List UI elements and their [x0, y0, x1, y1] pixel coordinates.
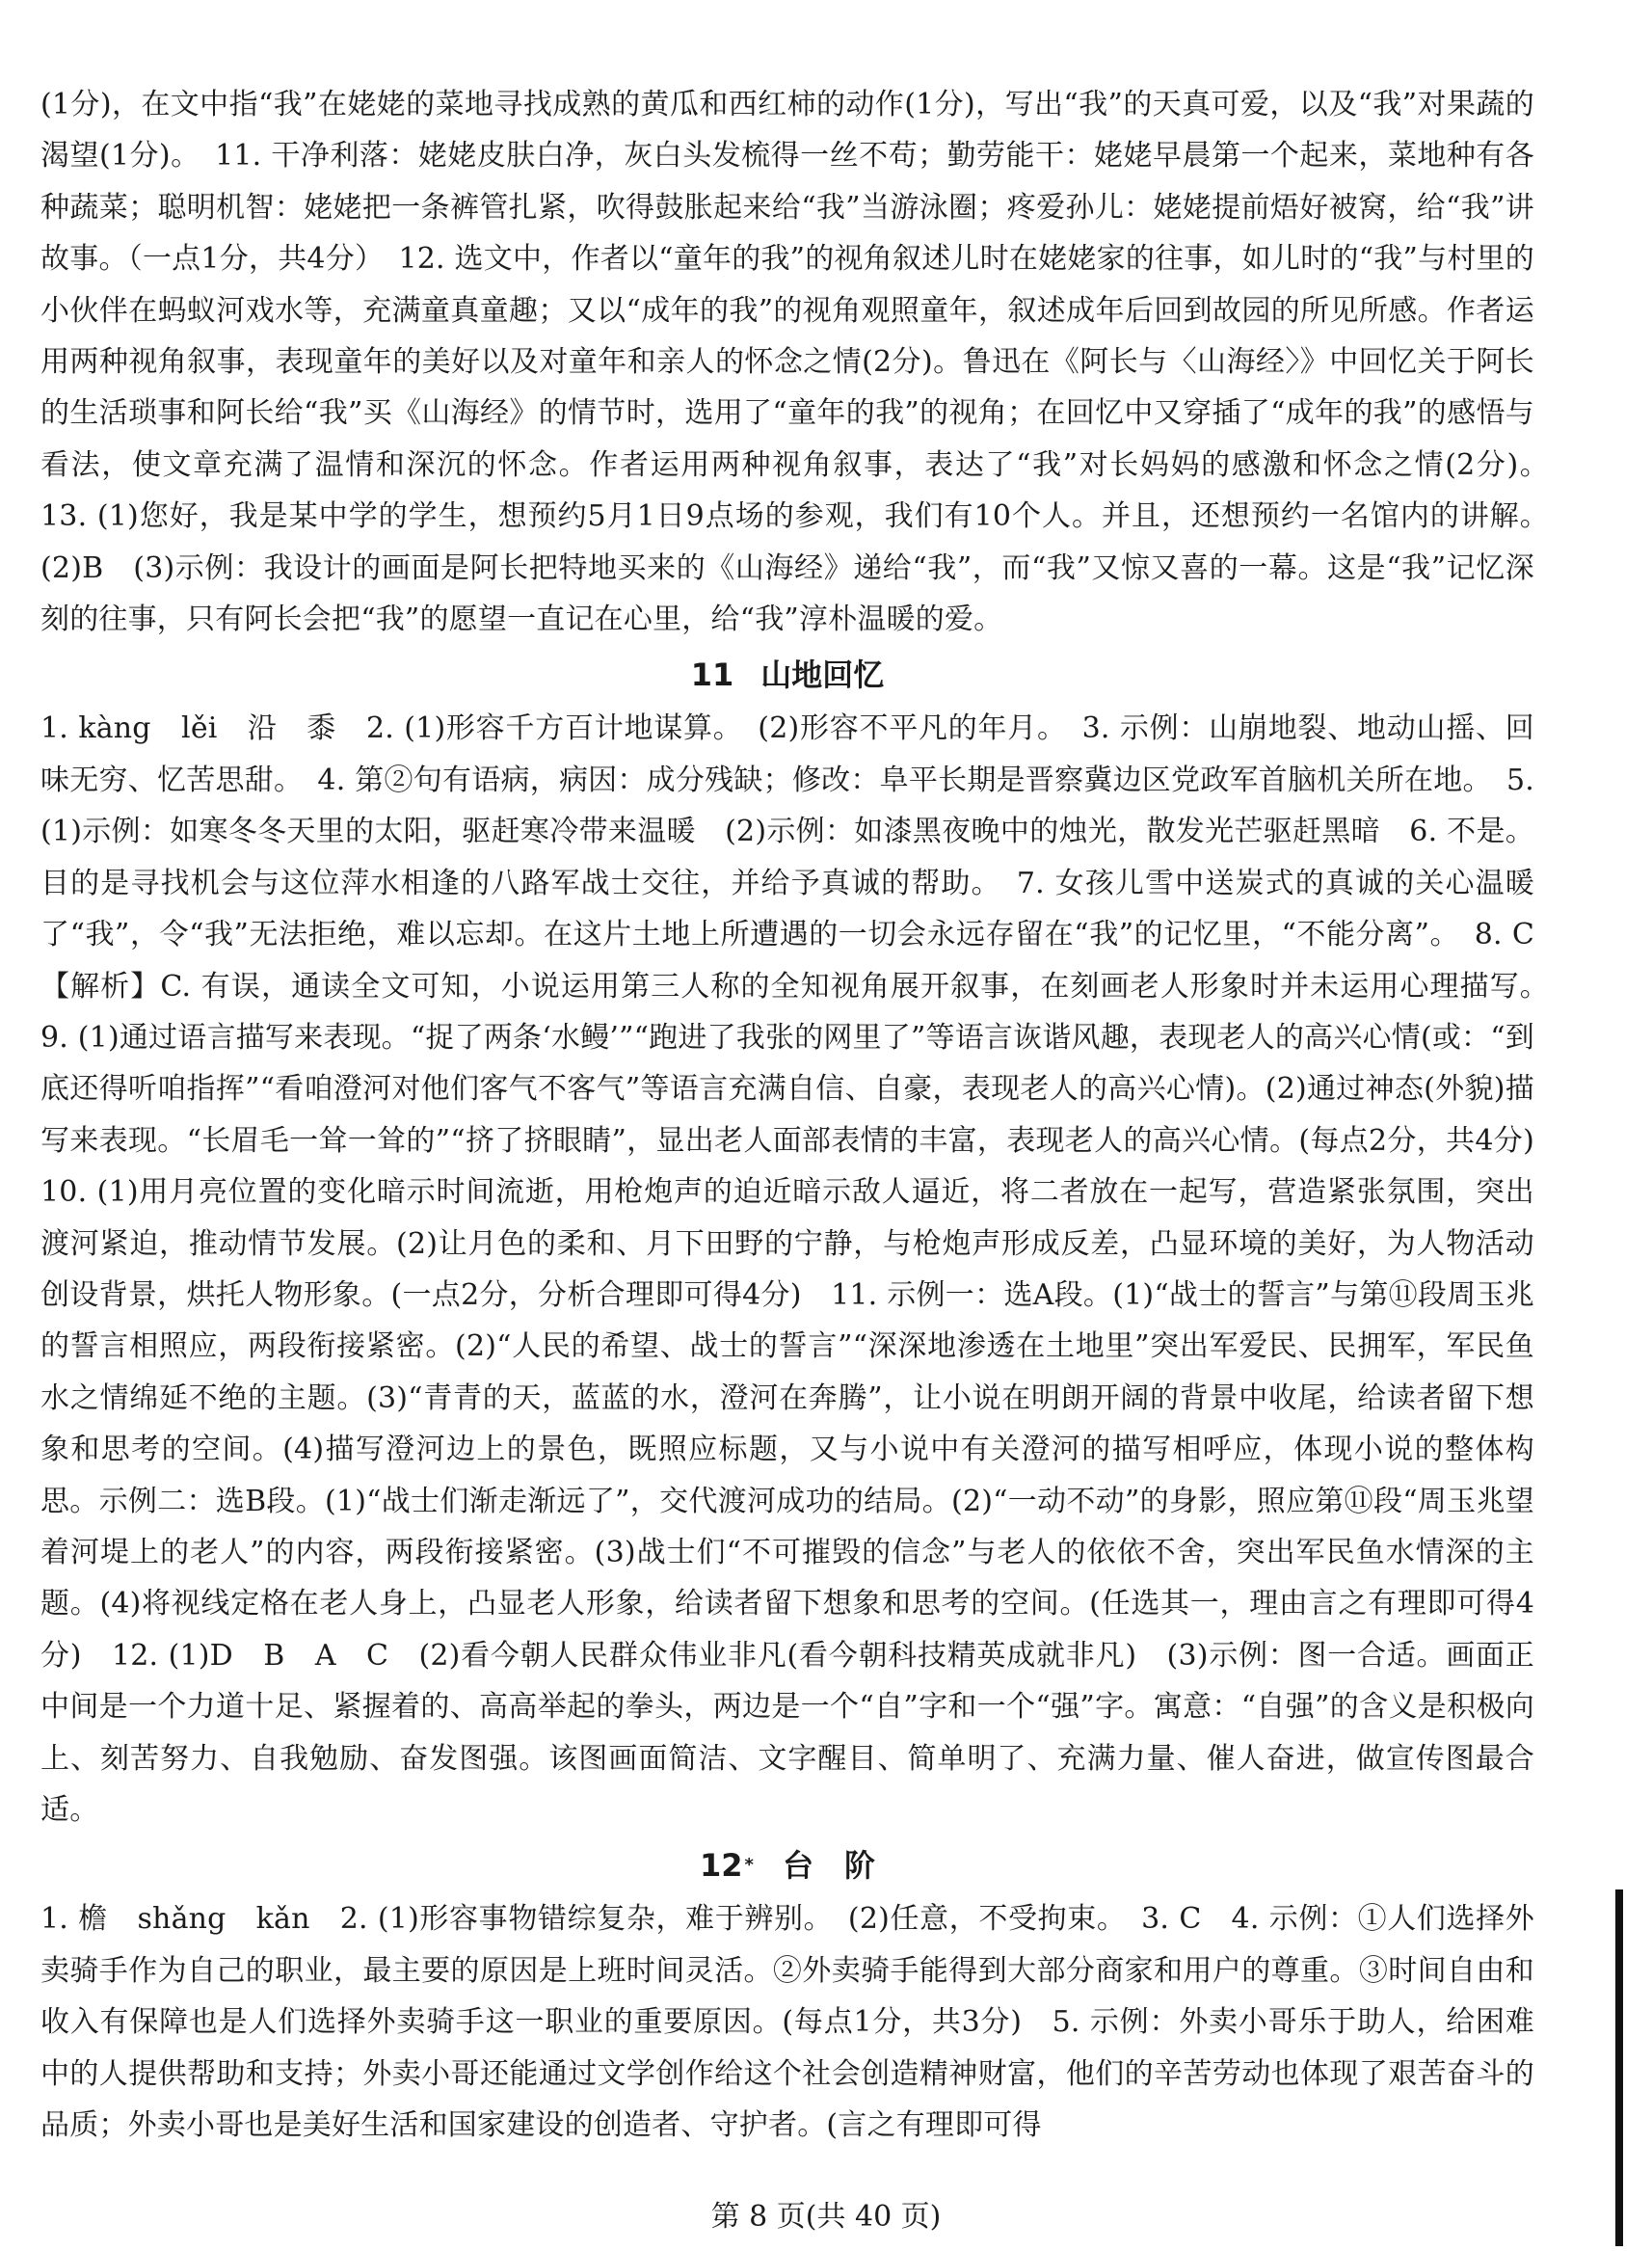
answer-page	[40, 79, 1564, 2151]
section-number: 11	[690, 657, 734, 694]
answer-paragraph-lesson-12: 1. 檐 shǎng kǎn 2. (1)形容事物错综复杂，难于辨别。 (2)任意，不受拘束。 3. C 4. 示例：①人们选择外卖骑手作为自己的职业，最主要的原因是上班时间灵活。②外卖骑手能得到大部分商家和用户的尊重。③时间自由和收入有保障也是人们选择外卖骑手这一职业的重要原因。(每点1分，共3分) 5. 示例：外卖小哥乐于助人，给困难中的人提供帮助和支持；外卖小哥还能通过文学创作给这个社会创造精神财富，他们的辛苦劳动也体现了艰苦奋斗的品质；外卖小哥也是美好生活和国家建设的创造者、守护者。(言之有理即可得	[40, 1902, 1534, 2143]
page-footer: 第 8 页(共 40 页)	[710, 2200, 942, 2234]
section-title-11	[40, 651, 1534, 699]
section-optional-mark: *	[744, 1855, 754, 1876]
answer-paragraph-lesson-11: 1. kàng lěi 沿 黍 2. (1)形容千方百计地谋算。 (2)形容不平凡的年月。 3. 示例：山崩地裂、地动山摇、回味无穷、忆苦思甜。 4. 第②句有语病，病因：成分残缺；修改：阜平长期是晋察冀边区党政军首脑机关所在地。 5. (1)示例：如寒冬冬天里的太阳，驱赶寒冷带来温暖 (2)示例：如漆黑夜晚中的烛光，散发光芒驱赶黑暗 6. 不是。目的是寻找机会与这位萍水相逢的八路军战士交往，并给予真诚的帮助。 7. 女孩儿雪中送炭式的真诚的关心温暖了“我”，令“我”无法拒绝，难以忘却。在这片土地上所遭遇的一切会永远存留在“我”的记忆里，“不能分离”。 8. C 【解析】C. 有误，通读全文可知，小说运用第三人称的全知视角展开叙事，在刻画老人形象时并未运用心理描写。 9. (1)通过语言描写来表现。“捉了两条‘水鳗’”“跑进了我张的网里了”等语言诙谐风趣，表现老人的高兴心情(或：“到底还得听咱指挥”“看咱澄河对他们客气不客气”等语言充满自信、自豪，表现老人的高兴心情)。(2)通过神态(外貌)描写来表现。“长眉毛一耸一耸的”“挤了挤眼睛”，显出老人面部表情的丰富，表现老人的高兴心情。(每点2分，共4分) 10. (1)用月亮位置的变化暗示时间流逝，用枪炮声的迫近暗示敌人逼近，将二者放在一起写，营造紧张氛围，突出渡河紧迫，推动情节发展。(2)让月色的柔和、月下田野的宁静，与枪炮声形成反差，凸显环境的美好，为人物活动创设背景，烘托人物形象。(一点2分，分析合理即可得4分) 11. 示例一：选A段。(1)“战士的誓言”与第⑪段周玉兆的誓言相照应，两段衔接紧密。(2)“人民的希望、战士的誓言”“深深地渗透在土地里”突出军爱民、民拥军，军民鱼水之情绵延不绝的主题。(3)“青青的天，蓝蓝的水，澄河在奔腾”，让小说在明朗开阔的背景中收尾，给读者留下想象和思考的空间。(4)描写澄河边上的景色，既照应标题，又与小说中有关澄河的描写相呼应，体现小说的整体构思。示例二：选B段。(1)“战士们渐走渐远了”，交代渡河成功的结局。(2)“一动不动”的身影，照应第⑪段“周玉兆望着河堤上的老人”的内容，两段衔接紧密。(3)战士们“不可摧毁的信念”与老人的依依不舍，突出军民鱼水情深的主题。(4)将视线定格在老人身上，凸显老人形象，给读者留下想象和思考的空间。(任选其一，理由言之有理即可得4分) 12. (1)D B A C (2)看今朝人民群众伟业非凡(看今朝科技精英成就非凡) (3)示例：图一合适。画面正中间是一个力道十足、紧握着的、高高举起的拳头，两边是一个“自”字和一个“强”字。寓意：“自强”的含义是积极向上、刻苦努力、自我勉励、奋发图强。该图画面简洁、文字醒目、简单明了、充满力量、催人奋进，做宣传图最合适。	[40, 711, 1564, 1827]
section-number: 12	[700, 1847, 743, 1885]
scan-edge-bar	[1615, 1889, 1623, 2246]
answer-paragraph-previous-lesson: (1分)，在文中指“我”在姥姥的菜地寻找成熟的黄瓜和西红柿的动作(1分)，写出“我”的天真可爱，以及“我”对果蔬的渴望(1分)。 11. 干净利落：姥姥皮肤白净，灰白头发梳得一丝不苟；勤劳能干：姥姥早晨第一个起来，菜地种有各种蔬菜；聪明机智：姥姥把一条裤管扎紧，吹得鼓胀起来给“我”当游泳圈；疼爱孙儿：姥姥提前焐好被窝，给“我”讲故事。（一点1分，共4分） 12. 选文中，作者以“童年的我”的视角叙述儿时在姥姥家的往事，如儿时的“我”与村里的小伙伴在蚂蚁河戏水等，充满童真童趣；又以“成年的我”的视角观照童年，叙述成年后回到故园的所见所感。作者运用两种视角叙事，表现童年的美好以及对童年和亲人的怀念之情(2分)。鲁迅在《阿长与〈山海经〉》中回忆关于阿长的生活琐事和阿长给“我”买《山海经》的情节时，选用了“童年的我”的视角；在回忆中又穿插了“成年的我”的感悟与看法，使文章充满了温情和深沉的怀念。作者运用两种视角叙事，表达了“我”对长妈妈的感激和怀念之情(2分)。 13. (1)您好，我是某中学的学生，想预约5月1日9点场的参观，我们有10个人。并且，还想预约一名馆内的讲解。 (2)B (3)示例：我设计的画面是阿长把特地买来的《山海经》递给“我”，而“我”又惊又喜的一幕。这是“我”记忆深刻的往事，只有阿长会把“我”的愿望一直记在心里，给“我”淳朴温暖的爱。	[40, 88, 1564, 637]
section-name: 台 阶	[782, 1847, 875, 1885]
section-title-12	[40, 1841, 1534, 1889]
section-name: 山地回忆	[760, 657, 885, 694]
